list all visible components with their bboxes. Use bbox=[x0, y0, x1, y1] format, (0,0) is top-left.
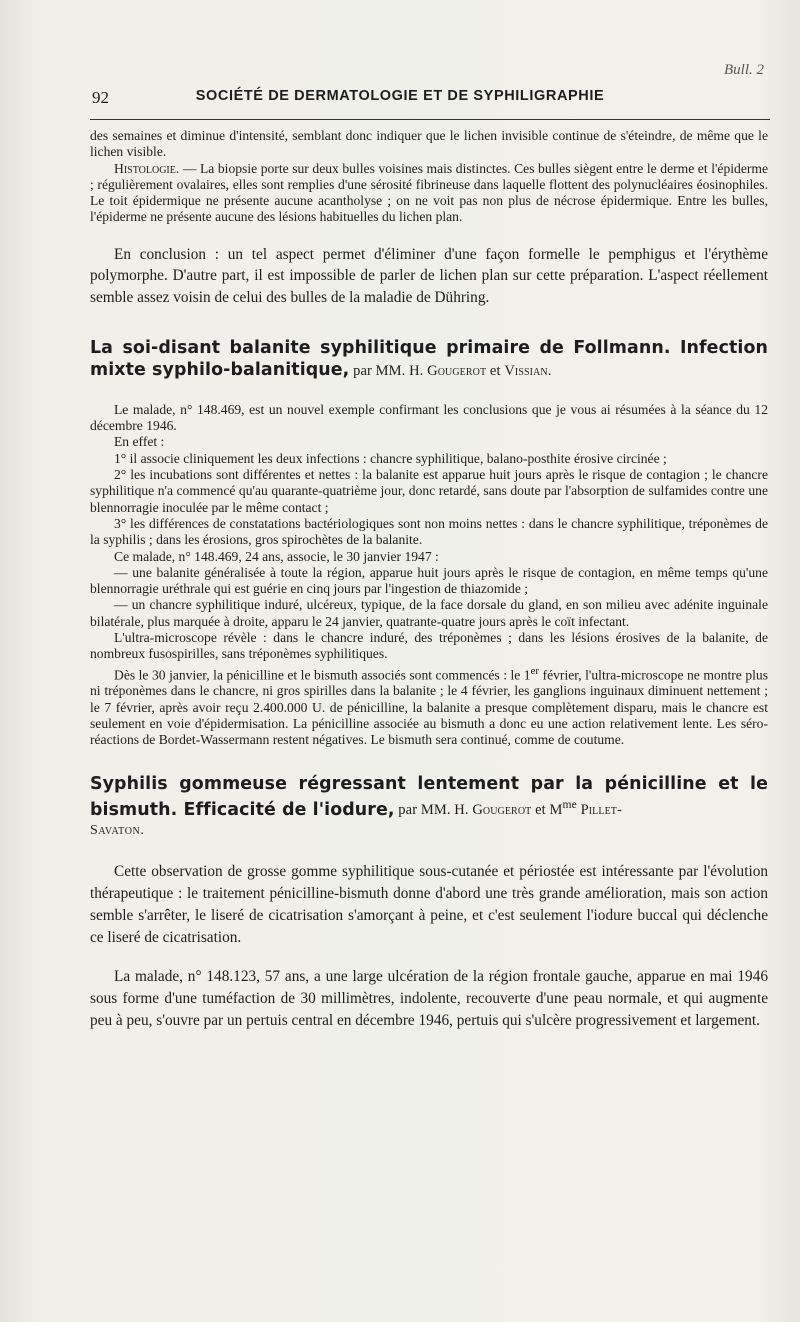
list-item: 2° les incubations sont différentes et nettes : la balanite est apparue huit jours après le risque de contagion ; le chancre syphilitique n'a commencé qu'au quarante-quatrième jour, donc retardé, sans doute par l'absorption de sulfamides contre une blennorragie inoculée par le même contact ; bbox=[90, 467, 768, 515]
byline: par MM. H. Gougerot et Vissian. bbox=[349, 362, 552, 379]
paragraph: des semaines et diminue d'intensité, semblant donc indiquer que le lichen invisible continue de s'éteindre, de même que le lichen visible. bbox=[90, 128, 768, 160]
article-title bbox=[90, 773, 768, 822]
paragraph: Dès le 30 janvier, la pénicilline et le bismuth associés sont commencés : le 1er février, l'ultra-microscope ne montre plus ni tréponèmes dans le chancre, ni gros spirilles dans la balanite ; le 4 février, les ganglions inguinaux diminuent nettement ; le 7 février, après avoir reçu 2.400.000 U. de pénicilline, la balanite a presque complètement disparu, mais le chancre est seulement en voie d'épidermisation. La pénicilline associée au bismuth a donc eu une action relativement lente. Les séro-réactions de Bordet-Wassermann restent négatives. Le bismuth sera continué, comme de coutume. bbox=[90, 664, 768, 748]
paragraph: Ce malade, n° 148.469, 24 ans, associe, le 30 janvier 1947 : bbox=[114, 548, 439, 564]
histology-paragraph bbox=[90, 161, 768, 226]
author-name: Pillet- bbox=[576, 802, 622, 819]
author-name: Gougerot bbox=[472, 802, 532, 819]
author-name-continued: Savaton. bbox=[90, 823, 145, 839]
list-item: 1° il associe cliniquement les deux infections : chancre syphilitique, balano-posthite érosive circinée ; bbox=[114, 450, 667, 466]
title-text: La soi-disant balanite syphilitique primaire de Follmann. Infection mixte syphilo-balanitique, bbox=[90, 337, 768, 380]
page-number: 92 bbox=[92, 88, 109, 107]
list-item: — une balanite généralisée à toute la région, apparue huit jours après le risque de contagion, en même temps qu'une blennorragie uréthrale qui est guérie en cinq jours par l'ingestion de thiazomide ; bbox=[90, 564, 768, 597]
paragraph: La malade, n° 148.123, 57 ans, a une large ulcération de la région frontale gauche, apparue en mai 1946 sous forme d'une tuméfaction de 30 millimètres, indolente, recouverte d'une peau normale, et qui augmente peu à peu, s'ouvre par un pertuis central en décembre 1946, pertuis qui s'ulcère progressivement et largement. bbox=[90, 968, 768, 1029]
byline: par MM. H. Gougerot et $M^{me}$ Pillet- bbox=[394, 798, 622, 819]
paragraph: En effet : bbox=[114, 434, 165, 450]
list-item: 3° les différences de constatations bactériologiques sont non moins nettes : dans le chancre syphilitique, tréponèmes de la syphilis ; dans les érosions, gros spirochètes de la balanite. bbox=[90, 515, 768, 548]
header-rule bbox=[90, 119, 770, 120]
title-text: Syphilis gommeuse régressant lentement par la pénicilline et le bismuth. Efficacité de l'iodure, bbox=[90, 773, 768, 820]
histology-text: — La biopsie porte sur deux bulles voisines mais distinctes. Ces bulles siègent entre le derme et l'épiderme ; régulièrement ovalaires, elles sont remplies d'une sérosité fibrineuse dans laquelle flottent des polynucléaires éosinophiles. Le toit épidermique ne présente aucune acantholyse ; on ne voit pas non plus de nécrose épidermique. Entre les bulles, l'épiderme ne présente aucune des lésions habituelles du lichen plan. bbox=[90, 160, 768, 225]
author-name: Vissian bbox=[504, 362, 548, 379]
page-body bbox=[90, 128, 768, 1031]
paragraph: Cette observation de grosse gomme syphilitique sous-cutanée et périostée est intéressante par l'évolution thérapeutique : le traitement pénicilline-bismuth donne d'abord une très grande amélioration, mais son action semble s'arrêter, le liseré de cicatrisation s'amorçant à peine, et c'est seulement l'iodure buccal qui déclenche ce liseré de cicatrisation. bbox=[90, 863, 768, 946]
paragraph: L'ultra-microscope révèle : dans le chancre induré, des tréponèmes ; dans les lésions érosives de la balanite, de nombreux fusospirilles, sans tréponèmes syphilitiques. bbox=[90, 630, 768, 662]
margin-note: Bull. 2 bbox=[724, 62, 764, 78]
author-name: Gougerot bbox=[427, 362, 487, 379]
histology-label: Histologie. bbox=[114, 160, 180, 176]
list-item: — un chancre syphilitique induré, ulcéreux, typique, de la face dorsale du gland, en son milieu avec adénite inguinale bilatérale, plus marquée à droite, apparu le 24 janvier, quatrante-quatre jours après le coït infectant. bbox=[90, 597, 768, 629]
running-title: SOCIÉTÉ DE DERMATOLOGIE ET DE SYPHILIGRAPHIE bbox=[195, 88, 605, 104]
article-title bbox=[90, 337, 768, 382]
paragraph: Le malade, n° 148.469, est un nouvel exemple confirmant les conclusions que je vous ai résumées à la séance du 12 décembre 1946. bbox=[90, 401, 768, 434]
conclusion-paragraph: En conclusion : un tel aspect permet d'éliminer d'une façon formelle le pemphigus et l'érythème polymorphe. D'autre part, il est impossible de parler de lichen plan sur cette préparation. L'aspect réellement semble assez voisin de celui des bulles de la maladie de Dühring. bbox=[90, 245, 768, 307]
